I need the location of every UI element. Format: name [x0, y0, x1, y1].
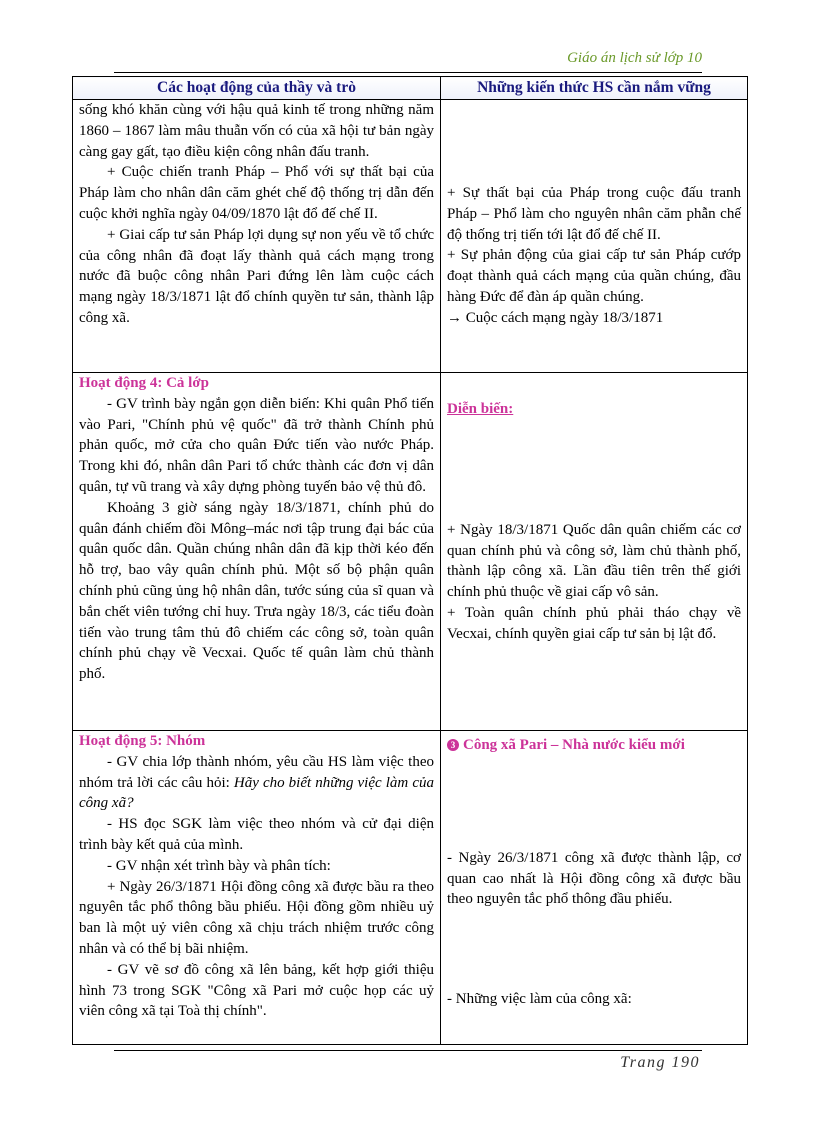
row3-para4: + Ngày 26/3/1871 Hội đồng công xã được bầu ra theo nguyên tắc phổ thông bầu phiếu. Hội đồng gồm nhiều uỷ ban là một uỷ viên công xã chịu trách nhiệm trước công nhân và có thể bị bãi nhiệm. [79, 878, 434, 957]
row1-para1: sống khó khăn cùng với hậu quả kinh tế trong những năm 1860 – 1867 làm mâu thuẫn vốn có của xã hội tư bản ngày càng gay gất, tạo điều kiện công nhân đấu tranh. [79, 102, 434, 160]
header-rule [114, 72, 702, 73]
row3-para3: - GV nhận xét trình bày và phân tích: [107, 857, 331, 874]
row1-para3: + Giai cấp tư sản Pháp lợi dụng sự non yếu về tổ chức của công nhân đã đoạt lấy thành quả cách mạng trong nước đã buộc công nhân Pari đứng lên làm cuộc cách mạng ngày 18/3/1871 lật đổ chính quyền tư sản, thành lập công xã. [79, 226, 434, 326]
row3-para5: - GV vẽ sơ đồ công xã lên bảng, kết hợp giới thiệu hình 73 trong SGK "Công xã Pari mở cuộc họp các uỷ viên công xã tại Toà thị chính". [79, 961, 434, 1020]
header-title: Giáo án lịch sử lớp 10 [567, 50, 702, 66]
activity4-heading: Hoạt động 4: Cả lớp [79, 375, 209, 391]
activity5-heading: Hoạt động 5: Nhóm [79, 733, 206, 749]
row3-para1-text: - GV chia lớp thành nhóm, yêu cầu HS làm việc theo nhóm trả lời các câu hỏi: [79, 753, 434, 791]
table-row [73, 731, 748, 1045]
row2-knowledge [441, 373, 748, 731]
row3-activities [73, 731, 441, 1045]
section3-heading-text: Công xã Pari – Nhà nước kiểu mới [463, 737, 685, 753]
footer-rule [114, 1050, 702, 1051]
row3-knowledge [441, 731, 748, 1045]
dien-bien-heading: Diễn biến: [447, 401, 514, 417]
table-header-row [73, 77, 748, 100]
table-row [73, 100, 748, 373]
lesson-table [72, 76, 748, 1045]
row2-para2: Khoảng 3 giờ sáng ngày 18/3/1871, chính phủ do quân đánh chiếm đồi Mông–mác nơi tập trung đại bác của quân quốc dân. Quần chúng nhân dân đã kịp thời kéo đến hỗ trợ, bao vây quân chính phủ. Một số bộ phận quân chính phủ cũng ủng hộ nhân dân, tước súng của sĩ quan và bắn chết viên tướng chỉ huy. Trưa ngày 18/3, các tiểu đoàn tiến vào trung tâm thủ đô chiếm các công sở, toàn quân chính phủ chạy về Vecxai. Quốc tế quân làm chủ thành phố. [79, 499, 434, 683]
row3-para2: - HS đọc SGK làm việc theo nhóm và cử đại diện trình bày kết quả của mình. [79, 816, 434, 853]
row3-question: Hãy cho biết những việc làm của công xã? [79, 774, 434, 812]
page-number: Trang 190 [620, 1054, 700, 1071]
row2-know2: + Toàn quân chính phủ phải tháo chạy về Vecxai, chính quyền giai cấp tư sản bị lật đổ. [447, 604, 741, 642]
row3-know1: - Ngày 26/3/1871 công xã được thành lập, cơ quan cao nhất là Hội đồng công xã được bầu theo nguyên tắc phổ thông đầu phiếu. [447, 849, 741, 908]
row1-know3: → Cuộc cách mạng ngày 18/3/1871 [447, 309, 664, 326]
number-circle-icon: 3 [447, 739, 459, 751]
col2-header: Những kiến thức HS cần nắm vững [441, 77, 748, 100]
row3-para1 [79, 752, 434, 814]
row3-know2: - Những việc làm của công xã: [447, 991, 632, 1008]
row1-know2: + Sự phản động của giai cấp tư sản Pháp cướp đoạt thành quả cách mạng của quần chúng, đầu hàng Đức để đàn áp quần chúng. [447, 247, 741, 305]
row2-para1: - GV trình bày ngắn gọn diễn biến: Khi quân Phổ tiến vào Pari, "Chính phủ vệ quốc" đã trở thành Chính phủ phản quốc, mở cửa cho quân Đức tiến vào nước Pháp. Trong khi đó, nhân dân Pari tổ chức thành các đơn vị dân quân, tự vũ trang và xây dựng phòng tuyến bảo vệ thủ đô. [79, 395, 434, 495]
table-row [73, 373, 748, 731]
row2-know1: + Ngày 18/3/1871 Quốc dân quân chiếm các cơ quan chính phủ và công sở, làm chủ thành phố, thành lập công xã. Lần đầu tiên trên thế giới chính phủ thuộc về giai cấp vô sản. [447, 521, 741, 601]
row1-activities [73, 100, 441, 373]
col1-header: Các hoạt động của thầy và trò [73, 77, 441, 100]
section3-heading [447, 735, 741, 756]
row2-activities [73, 373, 441, 731]
row1-know1: + Sự thất bại của Pháp trong cuộc đấu tranh Pháp – Phổ làm cho nguyên nhân căm phẫn chế độ thống trị tiến tới lật đổ đế chế II. [447, 185, 741, 243]
row1-para2: + Cuộc chiến tranh Pháp – Phổ với sự thất bại của Pháp làm cho nhân dân căm ghét chế độ thống trị dẫn đến cuộc khởi nghĩa ngày 04/09/1870 lật đổ đế chế II. [79, 164, 434, 222]
row1-knowledge [441, 100, 748, 373]
